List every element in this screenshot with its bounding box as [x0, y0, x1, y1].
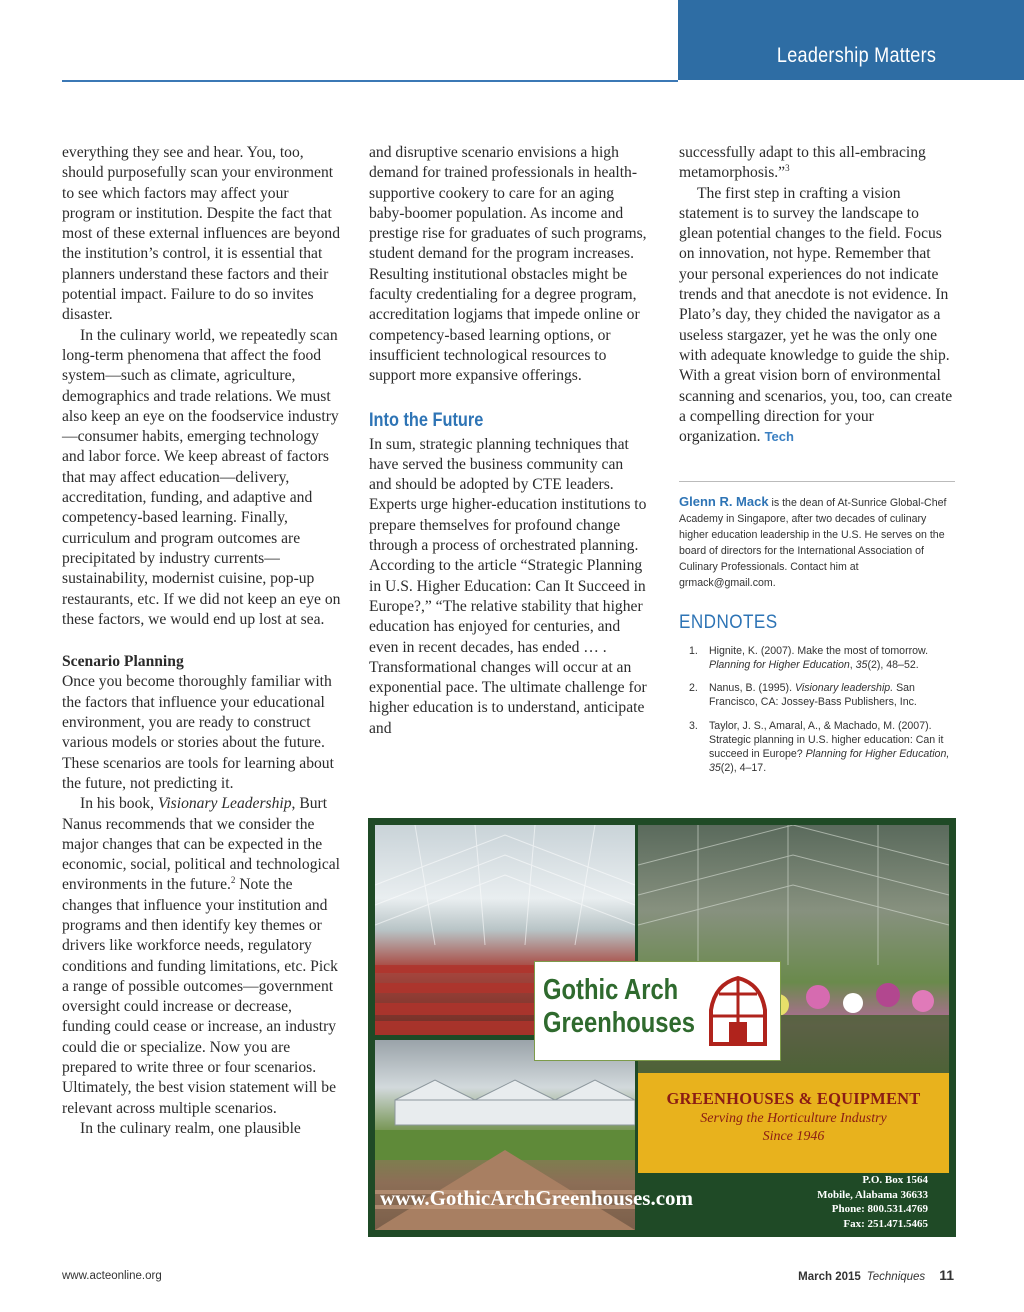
footer-website[interactable]: www.acteonline.org: [62, 1270, 162, 1282]
bio-divider: [679, 481, 955, 482]
logo-wordmark: Gothic Arch Greenhouses: [543, 974, 695, 1039]
page-number: 11: [939, 1267, 954, 1283]
col1-paragraph-1: everything they see and hear. You, too, should purposefully scan your environment to see which factors may affect your program or institution. Despite the fact that most of these external influences are beyond the institution’s control, it is essential that planners understand these factors and their potential impact. Failure to do so invites disaster.: [62, 144, 340, 324]
ad-website-link[interactable]: www.GothicArchGreenhouses.com: [380, 1186, 694, 1210]
company-logo: [534, 961, 781, 1061]
tagline-sub: Serving the Horticulture Industry: [700, 1111, 887, 1126]
column-3: [679, 143, 955, 784]
footer-magazine: Techniques: [866, 1271, 926, 1283]
section-title: Leadership Matters: [776, 44, 936, 67]
tech-end-mark: Tech: [764, 429, 794, 445]
col1-paragraph-4: In his book, Visionary Leadership, Burt Nanus recommends that we consider the major changes that can be expected in the economic, social, political and technological environments in the future.$^2$ Note the changes that influence your institution and programs and then identify key themes or drivers like workforce needs, regulatory conditions and funding limitations, etc. Pick a range of possible outcomes—government oversight could increase or decrease, funding could cease or increase, an industry could die or specialize. Now you are prepared to write three or four scenarios. Ultimately, the best vision statement will be relevant across multiple scenarios.: [62, 795, 340, 1117]
col3-paragraph-2: The first step in crafting a vision statement is to survey the landscape to glean potential changes to the field. Focus on innovation, not hype. Remember that your personal experiences do not indicate trends and that anecdote is not evidence. In Plato’s day, they chided the navigator as a useless stargazer, yet he was the only one with adequate knowledge to guide the ship. With a great vision born of environmental scanning and scenarios, you, too, can create a compelling direction for your organization. Tech: [679, 184, 953, 446]
tagline-main: GREENHOUSES & EQUIPMENT: [666, 1089, 921, 1108]
gothic-arch-advertisement[interactable]: [368, 818, 956, 1237]
col2-paragraph-1: and disruptive scenario envisions a high demand for trained professionals in health-supportive cookery to care for an aging baby-boomer population. As income and prestige rise for graduates of such programs, student demand for the program increases. Resulting institutional obstacles might be faculty credentialing for a degree program, accreditation logjams that impede online or competency-based learning options, or insufficient technological resources to support more expansive offerings.: [369, 144, 647, 385]
endnotes-heading: ENDNOTES: [679, 612, 778, 634]
footer-date: March 2015: [798, 1271, 861, 1283]
column-1: [62, 143, 342, 1139]
author-name: Glenn R. Mack: [679, 494, 769, 510]
col1-paragraph-2: In the culinary world, we repeatedly scan long-term phenomena that affect the food system—such as climate, agriculture, demographics and trade relations. We must also keep an eye on the foodservice industry—consumer habits, emerging technology and labor force. We keep abreast of factors that may affect education—delivery, accreditation, funding, and adaptive and competency-based learning. Finally, curriculum and program outcomes are precipitated by industry currents—sustainability, modernist cuisine, pop-up restaurants, etc. If we did not keep an eye on these factors, we would end up lost at sea.: [62, 326, 341, 628]
endnotes-list: [679, 644, 955, 776]
column-2: [369, 143, 649, 739]
book-title: Visionary Leadership: [157, 795, 292, 813]
endnote-item: 1. Hignite, K. (2007). Make the most of tomorrow. Planning for Higher Education, 35(2), 48–52.: [689, 644, 929, 671]
subhead-scenario-planning: Scenario Planning: [62, 653, 184, 671]
col3-paragraph-1: successfully adapt to this all-embracing metamorphosis.”$^3$: [679, 144, 926, 182]
author-bio: Glenn R. Mack is the dean of At-Sunrice Global-Chef Academy in Singapore, after two decades of culinary higher education leadership in the U.S. He serves on the board of directors for the International Association of Culinary Professionals. Contact him at grmack@gmail.com.: [679, 494, 947, 590]
tagline-panel: [638, 1073, 949, 1173]
footer-issue-info: [798, 1267, 954, 1283]
col1-paragraph-3: Once you become thoroughly familiar with the factors that influence your educational environment, you are ready to construct various models or stories about the future. These scenarios are tools for learning about the future, not predicting it.: [62, 673, 334, 792]
endnote-item: 2. Nanus, B. (1995). Visionary leadership. San Francisco, CA: Jossey-Bass Publishers, Inc.: [689, 682, 917, 709]
subhead-into-the-future: Into the Future: [369, 409, 484, 431]
header-bar: [678, 0, 1024, 80]
col1-paragraph-5: In the culinary realm, one plausible: [80, 1119, 301, 1137]
col2-paragraph-2: In sum, strategic planning techniques that have served the business community can and should be adopted by CTE leaders. Experts urge higher-education institutions to prepare themselves for profound change through a process of orchestrated planning. According to the article “Strategic Planning in U.S. Higher Education: Can It Succeed in Europe?,” “The relative stability that higher education has enjoyed for centuries, and even in recent decades, has ended … . Transformational changes will occur at an exponential pace. The ultimate challenge for higher education is to understand, anticipate and: [369, 435, 647, 737]
tagline-since: Since 1946: [762, 1129, 825, 1144]
gothic-arch-icon: [707, 976, 769, 1046]
header-rule: [62, 80, 678, 82]
endnote-item: 3. Taylor, J. S., Amaral, A., & Machado, M. (2007). Strategic planning in U.S. higher education: Can it succeed in Europe? Planning for Higher Education, 35(2), 4–17.: [689, 719, 950, 775]
ad-contact-info: P.O. Box 1564 Mobile, Alabama 36633 Phone: 800.531.4769 Fax: 251.471.5465: [817, 1174, 928, 1230]
